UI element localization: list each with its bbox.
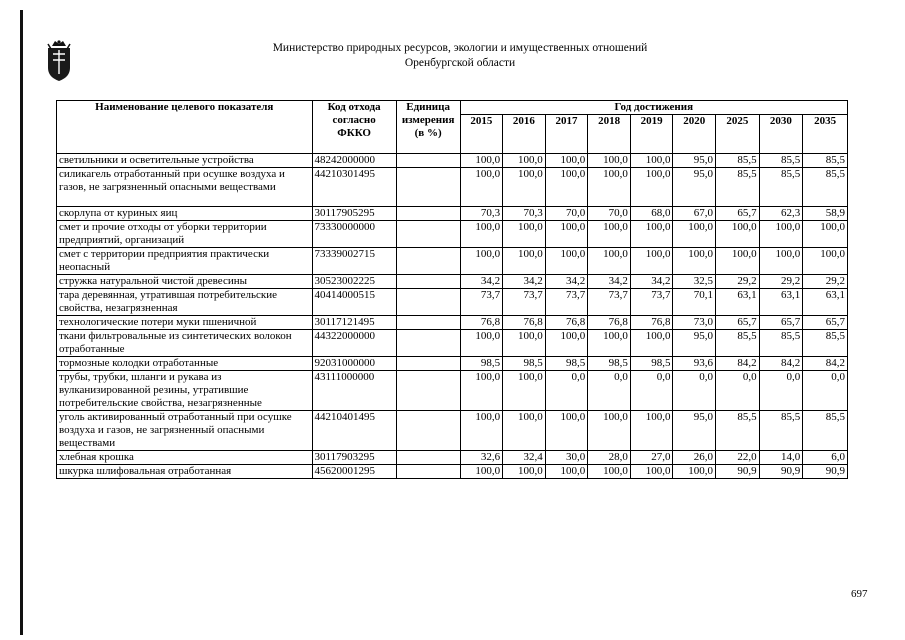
target-value-cell: 100,0 [545, 154, 588, 168]
target-value-cell: 70,0 [545, 207, 588, 221]
target-value-cell: 100,0 [588, 168, 631, 207]
table-row [57, 289, 848, 316]
target-value-cell: 100,0 [588, 221, 631, 248]
target-value-cell: 93,6 [673, 357, 716, 371]
target-value-cell: 0,0 [716, 371, 760, 411]
col-header-name: Наименование целевого показателя [57, 101, 313, 154]
target-value-cell: 100,0 [545, 248, 588, 275]
target-value-cell: 100,0 [503, 465, 546, 479]
target-value-cell: 85,5 [759, 168, 803, 207]
scan-left-edge [20, 10, 23, 635]
target-value-cell: 100,0 [545, 168, 588, 207]
target-value-cell: 73,7 [503, 289, 546, 316]
col-header-code: Код отхода согласно ФККО [312, 101, 396, 154]
indicator-name: смет с территории предприятия практически неопасный [57, 248, 313, 275]
unit-cell [396, 465, 460, 479]
target-value-cell: 100,0 [716, 221, 760, 248]
target-value-cell: 29,2 [803, 275, 848, 289]
table-row [57, 316, 848, 330]
target-value-cell: 100,0 [716, 248, 760, 275]
target-value-cell: 100,0 [759, 221, 803, 248]
target-value-cell: 63,1 [759, 289, 803, 316]
target-value-cell: 100,0 [630, 465, 673, 479]
target-value-cell: 65,7 [716, 316, 760, 330]
target-value-cell: 14,0 [759, 451, 803, 465]
target-value-cell: 100,0 [630, 154, 673, 168]
waste-code: 48242000000 [312, 154, 396, 168]
target-value-cell: 95,0 [673, 168, 716, 207]
waste-code: 45620001295 [312, 465, 396, 479]
col-header-year: 2020 [673, 115, 716, 154]
waste-code: 44210301495 [312, 168, 396, 207]
target-value-cell: 100,0 [630, 330, 673, 357]
target-value-cell: 34,2 [503, 275, 546, 289]
target-value-cell: 85,5 [759, 330, 803, 357]
indicator-name: уголь активированный отработанный при осушке воздуха и газов, не загрязненный опасными веществами [57, 411, 313, 451]
target-value-cell: 100,0 [503, 411, 546, 451]
target-value-cell: 34,2 [545, 275, 588, 289]
waste-code: 73339002715 [312, 248, 396, 275]
table-row [57, 275, 848, 289]
table-row [57, 411, 848, 451]
target-value-cell: 100,0 [460, 411, 503, 451]
unit-cell [396, 154, 460, 168]
target-value-cell: 27,0 [630, 451, 673, 465]
target-value-cell: 100,0 [803, 248, 848, 275]
target-value-cell: 100,0 [503, 330, 546, 357]
col-header-year: 2017 [545, 115, 588, 154]
indicator-name: хлебная крошка [57, 451, 313, 465]
target-value-cell: 70,3 [460, 207, 503, 221]
target-value-cell: 100,0 [460, 168, 503, 207]
waste-code: 30117121495 [312, 316, 396, 330]
target-value-cell: 98,5 [630, 357, 673, 371]
target-value-cell: 98,5 [460, 357, 503, 371]
target-value-cell: 73,7 [545, 289, 588, 316]
target-value-cell: 76,8 [630, 316, 673, 330]
target-value-cell: 73,7 [460, 289, 503, 316]
indicator-name: силикагель отработанный при осушке воздуха и газов, не загрязненный опасными веществами [57, 168, 313, 207]
target-value-cell: 76,8 [503, 316, 546, 330]
col-header-year: 2030 [759, 115, 803, 154]
page-number: 697 [851, 588, 868, 600]
target-value-cell: 68,0 [630, 207, 673, 221]
target-value-cell: 100,0 [460, 154, 503, 168]
target-value-cell: 85,5 [716, 168, 760, 207]
indicator-name: ткани фильтровальные из синтетических волокон отработанные [57, 330, 313, 357]
target-value-cell: 95,0 [673, 330, 716, 357]
target-value-cell: 65,7 [759, 316, 803, 330]
target-value-cell: 100,0 [503, 248, 546, 275]
target-value-cell: 0,0 [630, 371, 673, 411]
target-value-cell: 100,0 [673, 465, 716, 479]
table-row [57, 357, 848, 371]
waste-code: 30117905295 [312, 207, 396, 221]
target-value-cell: 70,1 [673, 289, 716, 316]
indicator-name: шкурка шлифовальная отработанная [57, 465, 313, 479]
indicator-name: тара деревянная, утратившая потребительские свойства, незагрязненная [57, 289, 313, 316]
target-value-cell: 65,7 [803, 316, 848, 330]
waste-code: 73330000000 [312, 221, 396, 248]
target-value-cell: 70,0 [588, 207, 631, 221]
target-value-cell: 84,2 [716, 357, 760, 371]
target-value-cell: 100,0 [503, 154, 546, 168]
target-value-cell: 100,0 [460, 248, 503, 275]
target-value-cell: 63,1 [803, 289, 848, 316]
waste-code: 30117903295 [312, 451, 396, 465]
target-value-cell: 84,2 [803, 357, 848, 371]
unit-cell [396, 451, 460, 465]
waste-code: 43111000000 [312, 371, 396, 411]
target-value-cell: 30,0 [545, 451, 588, 465]
waste-code: 30523002225 [312, 275, 396, 289]
target-value-cell: 32,5 [673, 275, 716, 289]
target-value-cell: 0,0 [759, 371, 803, 411]
target-value-cell: 22,0 [716, 451, 760, 465]
target-value-cell: 0,0 [673, 371, 716, 411]
target-value-cell: 85,5 [803, 411, 848, 451]
unit-cell [396, 275, 460, 289]
indicator-name: тормозные колодки отработанные [57, 357, 313, 371]
indicator-name: скорлупа от куриных яиц [57, 207, 313, 221]
target-value-cell: 90,9 [716, 465, 760, 479]
target-value-cell: 100,0 [588, 248, 631, 275]
col-header-year: 2015 [460, 115, 503, 154]
target-value-cell: 85,5 [716, 154, 760, 168]
unit-cell [396, 168, 460, 207]
target-value-cell: 90,9 [759, 465, 803, 479]
target-value-cell: 26,0 [673, 451, 716, 465]
target-value-cell: 76,8 [588, 316, 631, 330]
target-value-cell: 85,5 [716, 330, 760, 357]
table-row [57, 168, 848, 207]
target-value-cell: 100,0 [545, 411, 588, 451]
col-header-year: 2035 [803, 115, 848, 154]
waste-code: 44322000000 [312, 330, 396, 357]
target-value-cell: 100,0 [588, 154, 631, 168]
col-header-year: 2025 [716, 115, 760, 154]
unit-cell [396, 289, 460, 316]
col-header-year: 2019 [630, 115, 673, 154]
target-value-cell: 84,2 [759, 357, 803, 371]
region-name: Оренбургской области [404, 57, 516, 69]
target-value-cell: 29,2 [759, 275, 803, 289]
target-value-cell: 85,5 [759, 154, 803, 168]
target-value-cell: 100,0 [673, 221, 716, 248]
target-value-cell: 76,8 [545, 316, 588, 330]
target-value-cell: 73,0 [673, 316, 716, 330]
target-value-cell: 32,4 [503, 451, 546, 465]
target-value-cell: 100,0 [460, 371, 503, 411]
target-value-cell: 100,0 [503, 371, 546, 411]
target-value-cell: 100,0 [503, 168, 546, 207]
target-value-cell: 100,0 [503, 221, 546, 248]
unit-cell [396, 316, 460, 330]
target-value-cell: 67,0 [673, 207, 716, 221]
target-value-cell: 0,0 [588, 371, 631, 411]
target-value-cell: 0,0 [803, 371, 848, 411]
target-value-cell: 100,0 [630, 411, 673, 451]
table-row [57, 451, 848, 465]
target-value-cell: 100,0 [460, 465, 503, 479]
target-value-cell: 85,5 [759, 411, 803, 451]
target-value-cell: 100,0 [630, 248, 673, 275]
indicator-name: светильники и осветительные устройства [57, 154, 313, 168]
target-value-cell: 6,0 [803, 451, 848, 465]
target-value-cell: 100,0 [588, 411, 631, 451]
col-header-year: 2016 [503, 115, 546, 154]
target-value-cell: 34,2 [630, 275, 673, 289]
target-value-cell: 100,0 [460, 330, 503, 357]
indicator-name: технологические потери муки пшеничной [57, 316, 313, 330]
table-row [57, 248, 848, 275]
col-header-year-group: Год достижения [460, 101, 847, 115]
target-value-cell: 98,5 [503, 357, 546, 371]
target-value-cell: 100,0 [630, 168, 673, 207]
target-value-cell: 100,0 [588, 465, 631, 479]
table-row [57, 154, 848, 168]
target-value-cell: 32,6 [460, 451, 503, 465]
indicator-name: трубы, трубки, шланги и рукава из вулканизированной резины, утратившие потребительские свойства, незагрязненные [57, 371, 313, 411]
target-indicators-table [56, 100, 848, 479]
target-value-cell: 100,0 [588, 330, 631, 357]
target-value-cell: 100,0 [759, 248, 803, 275]
target-value-cell: 0,0 [545, 371, 588, 411]
target-value-cell: 100,0 [545, 330, 588, 357]
target-value-cell: 70,3 [503, 207, 546, 221]
coat-of-arms-icon [45, 40, 73, 82]
target-value-cell: 100,0 [545, 465, 588, 479]
target-value-cell: 85,5 [803, 168, 848, 207]
table-row [57, 221, 848, 248]
target-value-cell: 28,0 [588, 451, 631, 465]
table-row [57, 371, 848, 411]
target-value-cell: 62,3 [759, 207, 803, 221]
target-value-cell: 58,9 [803, 207, 848, 221]
unit-cell [396, 248, 460, 275]
target-value-cell: 90,9 [803, 465, 848, 479]
target-value-cell: 29,2 [716, 275, 760, 289]
col-header-unit: Единица измерения (в %) [396, 101, 460, 154]
indicator-name: смет и прочие отходы от уборки территории предприятий, организаций [57, 221, 313, 248]
target-value-cell: 100,0 [630, 221, 673, 248]
waste-code: 92031000000 [312, 357, 396, 371]
target-value-cell: 63,1 [716, 289, 760, 316]
target-value-cell: 73,7 [588, 289, 631, 316]
indicator-name: стружка натуральной чистой древесины [57, 275, 313, 289]
unit-cell [396, 330, 460, 357]
table-row [57, 207, 848, 221]
table-row [57, 465, 848, 479]
target-value-cell: 65,7 [716, 207, 760, 221]
document-header [200, 41, 720, 71]
target-value-cell: 95,0 [673, 411, 716, 451]
table-row [57, 330, 848, 357]
waste-code: 44210401495 [312, 411, 396, 451]
target-value-cell: 98,5 [545, 357, 588, 371]
ministry-name: Министерство природных ресурсов, экологии и имущественных отношений [272, 42, 648, 54]
target-value-cell: 34,2 [588, 275, 631, 289]
waste-code: 40414000515 [312, 289, 396, 316]
target-value-cell: 100,0 [545, 221, 588, 248]
target-value-cell: 76,8 [460, 316, 503, 330]
target-value-cell: 85,5 [803, 154, 848, 168]
unit-cell [396, 207, 460, 221]
target-value-cell: 85,5 [803, 330, 848, 357]
target-value-cell: 100,0 [460, 221, 503, 248]
unit-cell [396, 411, 460, 451]
target-value-cell: 95,0 [673, 154, 716, 168]
target-value-cell: 85,5 [716, 411, 760, 451]
unit-cell [396, 357, 460, 371]
target-value-cell: 100,0 [673, 248, 716, 275]
col-header-year: 2018 [588, 115, 631, 154]
target-value-cell: 73,7 [630, 289, 673, 316]
target-value-cell: 100,0 [803, 221, 848, 248]
unit-cell [396, 371, 460, 411]
unit-cell [396, 221, 460, 248]
target-value-cell: 98,5 [588, 357, 631, 371]
target-value-cell: 34,2 [460, 275, 503, 289]
